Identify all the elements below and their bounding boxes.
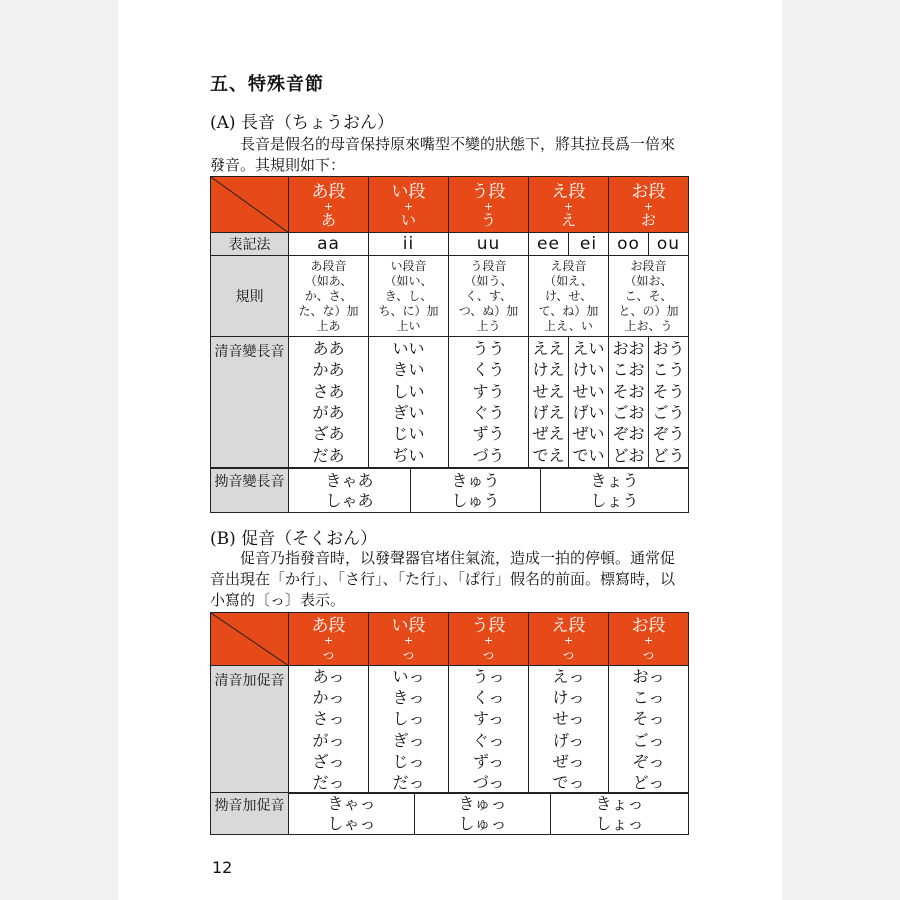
notation-cell: ee	[529, 233, 569, 256]
column-header: あ段 + っ	[289, 613, 369, 666]
row-label: 拗音變長音	[211, 469, 289, 513]
rule-cell: あ段音 （如あ、 か、さ、 た、な）加 上あ	[289, 256, 369, 337]
long-vowel-table	[210, 176, 689, 468]
column-header: う段 + う	[449, 177, 529, 233]
diagonal-line	[211, 613, 289, 666]
youon-cell: きょう しょう	[541, 469, 689, 513]
column-header: お段 + お	[609, 177, 689, 233]
kana-column: いっ きっ しっ ぎっ じっ だっ	[369, 666, 449, 794]
row-label: 拗音加促音	[211, 793, 289, 835]
notation-cell: ii	[369, 233, 449, 256]
notation-cell: ou	[649, 233, 689, 256]
kana-column: あっ かっ さっ がっ ざっ だっ	[289, 666, 369, 794]
section-a-paragraph: 長音是假名的母音保持原來嘴型不變的狀態下，將其拉長爲一倍來發音。其規則如下：	[210, 135, 676, 174]
kana-column: うう くう すう ぐう ずう づう	[449, 337, 529, 468]
rule-cell: い段音 （如い、 き、し、 ち、に）加 上い	[369, 256, 449, 337]
section-b-paragraph: 促音乃指發音時，以發聲器官堵住氣流，造成一拍的停頓。通常促音出現在「か行」、「さ行」、「た行」、「ぱ行」假名的前面。標寫時，以小寫的〔っ〕表示。	[210, 549, 676, 609]
column-header: う段 + っ	[449, 613, 529, 666]
section-b-heading: (B) 促音（そくおん）	[210, 529, 378, 549]
column-header: え段 + え	[529, 177, 609, 233]
kana-column: ああ かあ さあ があ ざあ だあ	[289, 337, 369, 468]
notation-cell: ei	[569, 233, 609, 256]
column-header: い段 + っ	[369, 613, 449, 666]
header-corner-cell	[211, 177, 289, 233]
rule-cell: う段音 （如う、 く、す、 つ、ぬ）加 上う	[449, 256, 529, 337]
section-a-heading: (A) 長音（ちょうおん）	[210, 113, 394, 133]
diagonal-line	[211, 177, 289, 233]
kana-column: ええ けえ せえ げえ ぜえ でえ	[529, 337, 569, 468]
page-title: 五、特殊音節	[210, 74, 324, 95]
kana-column: おお こお そお ごお ぞお どお	[609, 337, 649, 468]
rule-cell: え段音 （如え、 け、せ、 て、ね）加 上え、い	[529, 256, 609, 337]
book-page	[118, 0, 782, 900]
kana-column: おう こう そう ごう ぞう どう	[649, 337, 689, 468]
kana-column: えっ けっ せっ げっ ぜっ でっ	[529, 666, 609, 794]
youon-cell: きゃあ しゃあ	[289, 469, 411, 513]
notation-cell: uu	[449, 233, 529, 256]
kana-column: うっ くっ すっ ぐっ ずっ づっ	[449, 666, 529, 794]
kana-column: えい けい せい げい ぜい でい	[569, 337, 609, 468]
notation-cell: oo	[609, 233, 649, 256]
youon-cell: きゃっ しゃっ	[289, 793, 415, 835]
kana-column: いい きい しい ぎい じい ぢい	[369, 337, 449, 468]
column-header: え段 + っ	[529, 613, 609, 666]
kana-column: おっ こっ そっ ごっ ぞっ どっ	[609, 666, 689, 794]
header-corner-cell	[211, 613, 289, 666]
youon-cell: きゅっ しゅっ	[415, 793, 551, 835]
youon-cell: きゅう しゅう	[411, 469, 541, 513]
youon-cell: きょっ しょっ	[551, 793, 689, 835]
rule-cell: お段音 （如お、 こ、そ、 と、の）加 上お、う	[609, 256, 689, 337]
geminate-youon-row	[210, 792, 689, 835]
row-label: 規則	[211, 256, 289, 337]
column-header: あ段 + あ	[289, 177, 369, 233]
row-label: 表記法	[211, 233, 289, 256]
notation-cell: aa	[289, 233, 369, 256]
column-header: お段 + っ	[609, 613, 689, 666]
geminate-table	[210, 612, 689, 794]
column-header: い段 + い	[369, 177, 449, 233]
row-label: 清音變長音	[211, 337, 289, 468]
long-vowel-youon-row	[210, 468, 689, 513]
page-number: 12	[212, 858, 233, 877]
row-label: 清音加促音	[211, 666, 289, 794]
